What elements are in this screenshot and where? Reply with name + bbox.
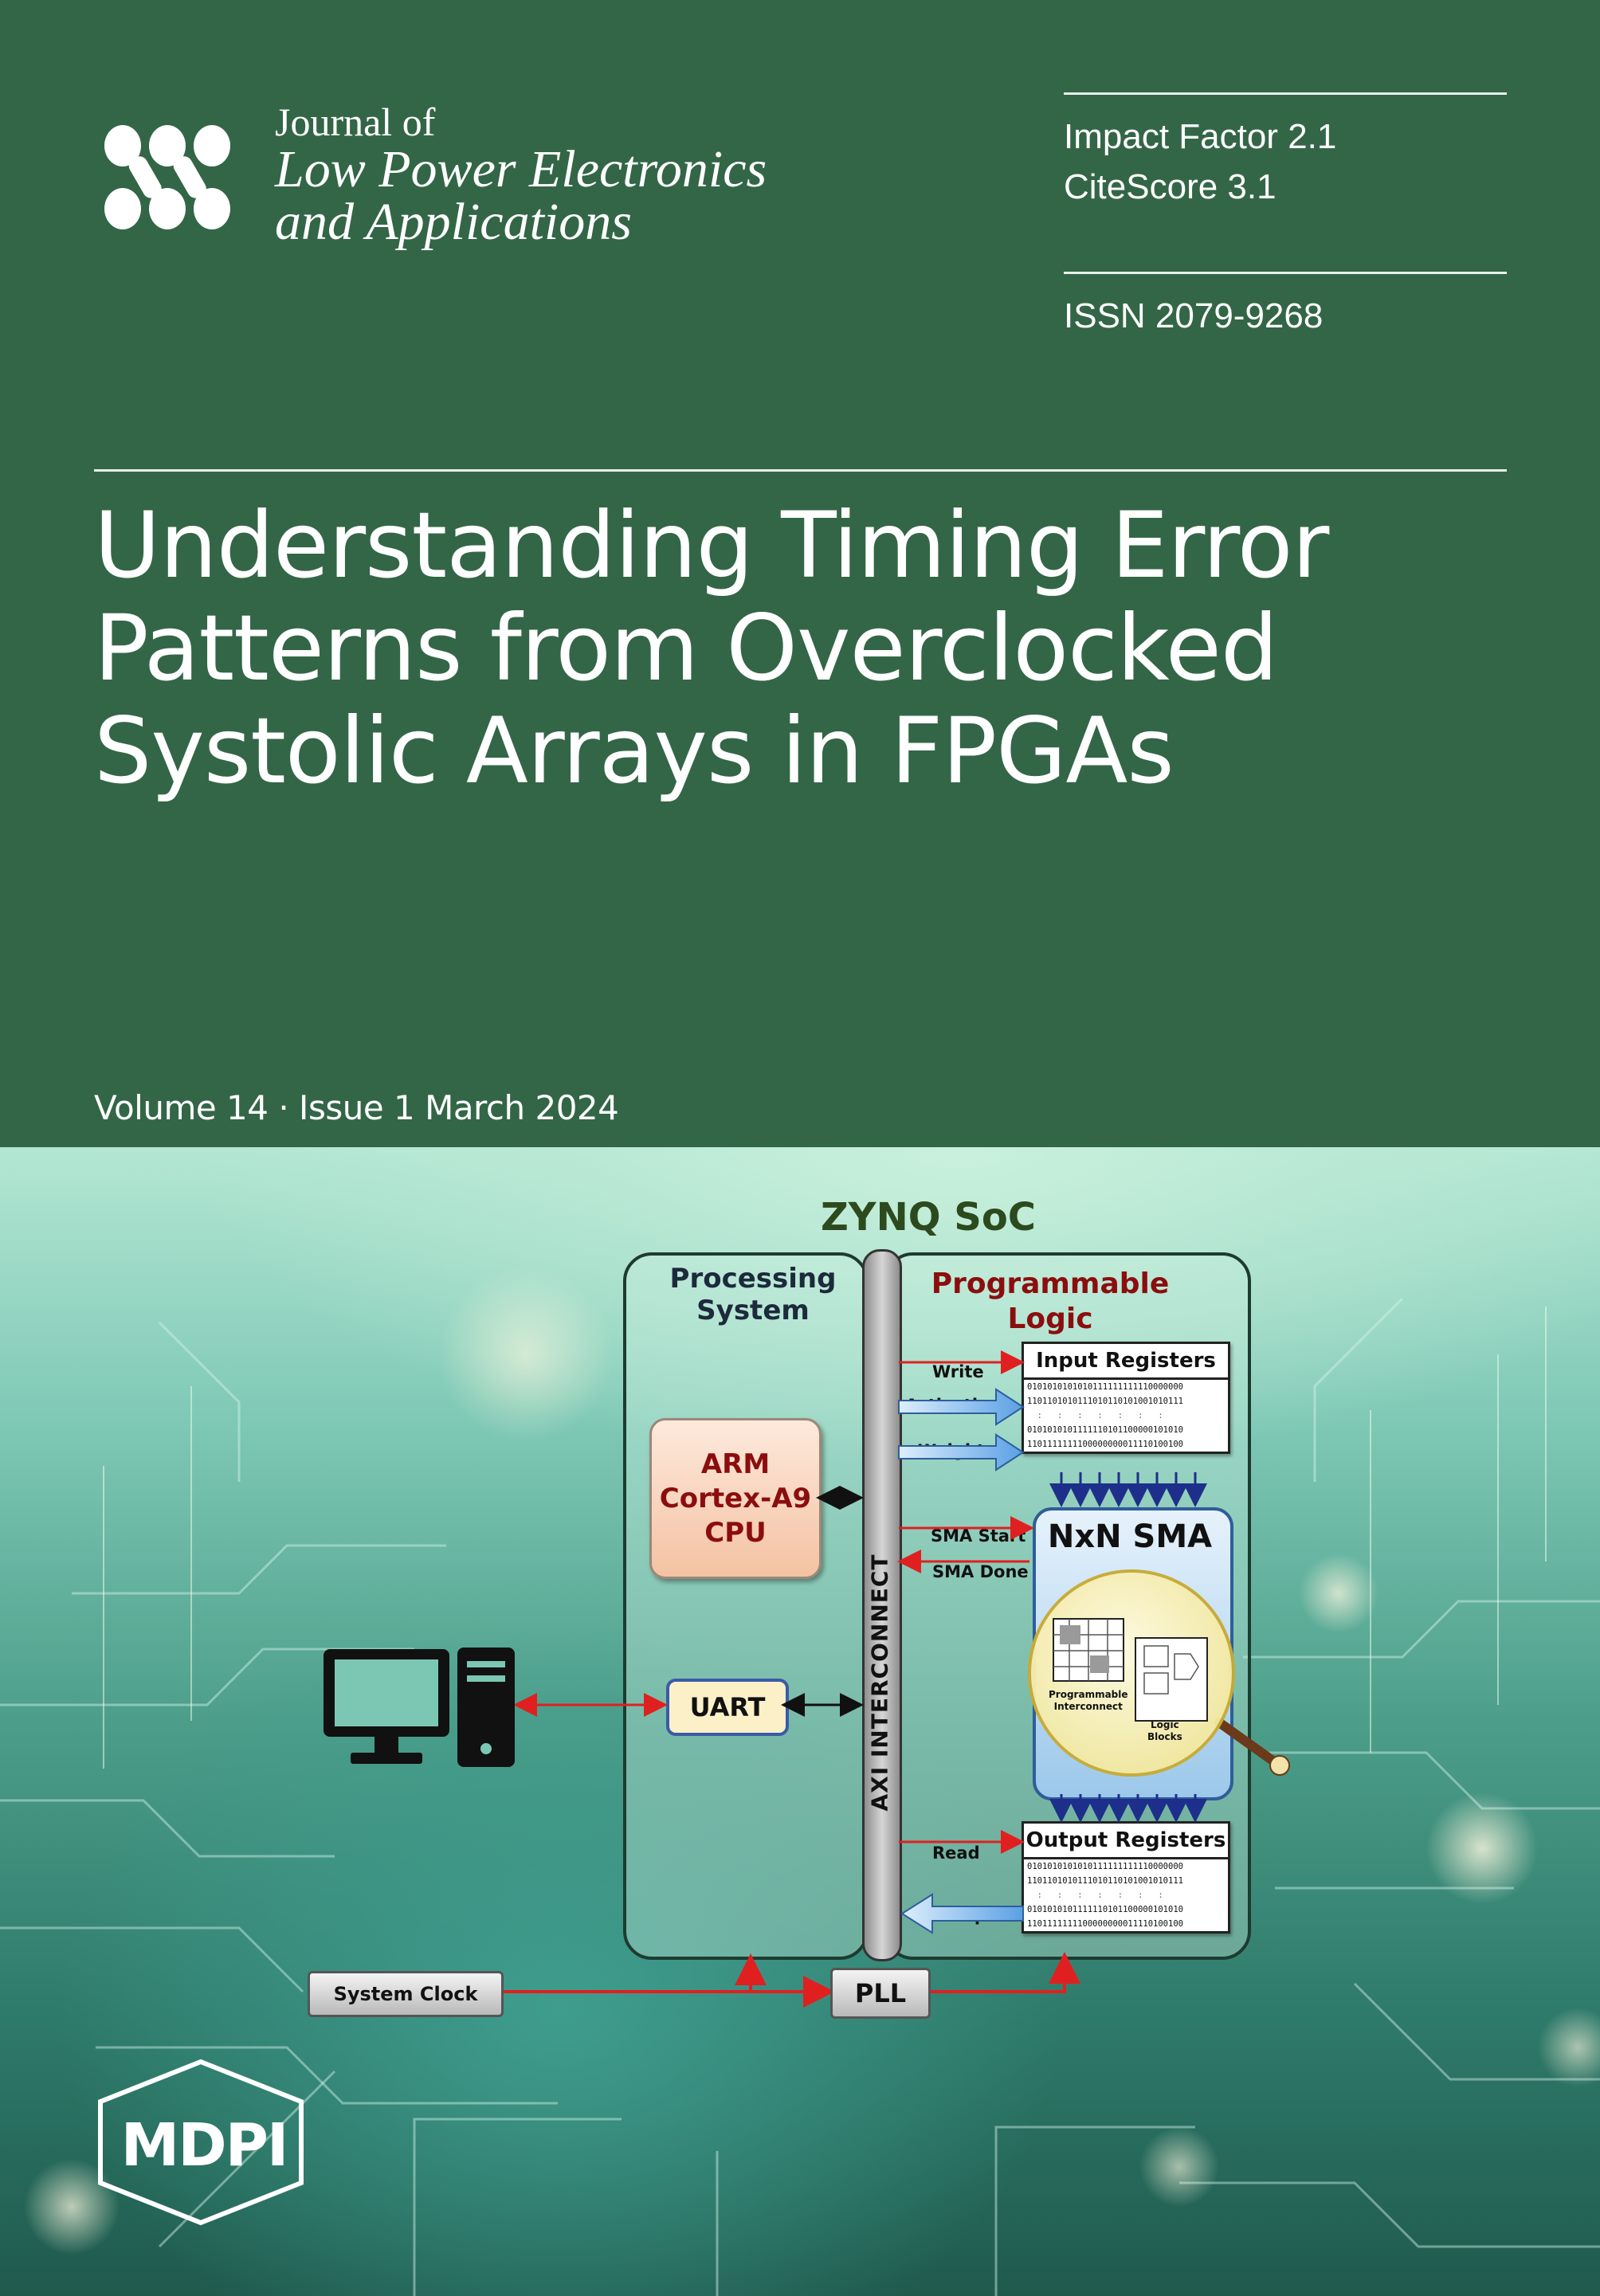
input-bits-row3: 0101010101111110101100000101010 <box>1027 1425 1183 1435</box>
input-bits-row2: 1101101010111010110101001010111 <box>1027 1397 1183 1406</box>
computer-icon <box>324 1648 515 1767</box>
journal-name-line1: Low Power Electronics <box>275 140 767 198</box>
output-registers-label: Output Registers <box>1024 1824 1228 1859</box>
sma-to-output-arrows <box>1061 1794 1195 1818</box>
article-title-line2: Patterns from Overclocked <box>94 595 1278 701</box>
input-bits-spacer: : : : : : : : <box>1027 1411 1163 1420</box>
metrics-top-rule <box>1064 92 1507 95</box>
article-title-line3: Systolic Arrays in FPGAs <box>94 698 1174 804</box>
article-title-line1: Understanding Timing Error <box>94 492 1329 598</box>
journal-logo <box>104 123 231 231</box>
zynq-diagram <box>0 1147 1600 2296</box>
output-arrow <box>902 1894 1023 1933</box>
input-bits-row1: 0101010101010111111111110000000 <box>1027 1382 1183 1392</box>
title-rule <box>94 469 1507 472</box>
citescore: CiteScore 3.1 <box>1064 167 1276 206</box>
signal-read: Read <box>932 1843 980 1863</box>
input-registers-label: Input Registers <box>1024 1344 1228 1380</box>
output-bits-spacer: : : : : : : : <box>1027 1890 1163 1900</box>
fpga-fabric-magnifier <box>1029 1571 1289 1775</box>
input-bits-row4: 1101111111100000000011110100100 <box>1027 1440 1183 1449</box>
systolic-array-label: NxN SMA <box>1047 1518 1213 1555</box>
output-bits-row3: 0101010101111110101100000101010 <box>1027 1905 1183 1914</box>
cover-header <box>0 0 1600 1147</box>
journal-prefix: Journal of <box>275 100 436 144</box>
arm-cpu-block: ARM Cortex-A9 CPU <box>649 1418 822 1579</box>
system-clock-block: System Clock <box>308 1971 504 2017</box>
soc-title: ZYNQ SoC <box>821 1195 1037 1240</box>
journal-name-line2: and Applications <box>275 193 632 251</box>
programmable-logic-label: Programmable Logic <box>931 1268 1170 1335</box>
signal-write: Write <box>932 1362 984 1381</box>
uart-block: UART <box>666 1679 789 1736</box>
axi-interconnect-label: AXI INTERCONNECT <box>866 1554 893 1812</box>
cover-image <box>0 1147 1600 2296</box>
signal-sma-start: SMA Start <box>931 1526 1026 1546</box>
pll-block: PLL <box>830 1968 931 2019</box>
output-bits-row4: 1101111111100000000011110100100 <box>1027 1919 1183 1929</box>
metrics-bottom-rule <box>1064 272 1507 274</box>
signal-sma-done: SMA Done <box>932 1562 1029 1581</box>
journal-name <box>275 140 849 251</box>
clock-wiring <box>500 1958 1065 1992</box>
weight-arrow <box>899 1435 1023 1470</box>
programmable-interconnect-label: Programmable Interconnect <box>1049 1689 1128 1712</box>
processing-system-label: Processing System <box>669 1263 837 1326</box>
impact-factor: Impact Factor 2.1 <box>1064 117 1337 156</box>
output-bits-row1: 0101010101010111111111110000000 <box>1027 1862 1183 1871</box>
output-bits-row2: 1101101010111010110101001010111 <box>1027 1876 1183 1886</box>
publisher-logo-text: MDPI <box>120 2111 288 2180</box>
article-title <box>94 494 1528 802</box>
logic-blocks-label: Logic Blocks <box>1147 1719 1182 1742</box>
activation-arrow <box>899 1389 1023 1424</box>
issn: ISSN 2079-9268 <box>1064 296 1324 335</box>
volume-issue: Volume 14 · Issue 1 March 2024 <box>94 1088 619 1127</box>
input-to-sma-arrows <box>1061 1472 1195 1503</box>
